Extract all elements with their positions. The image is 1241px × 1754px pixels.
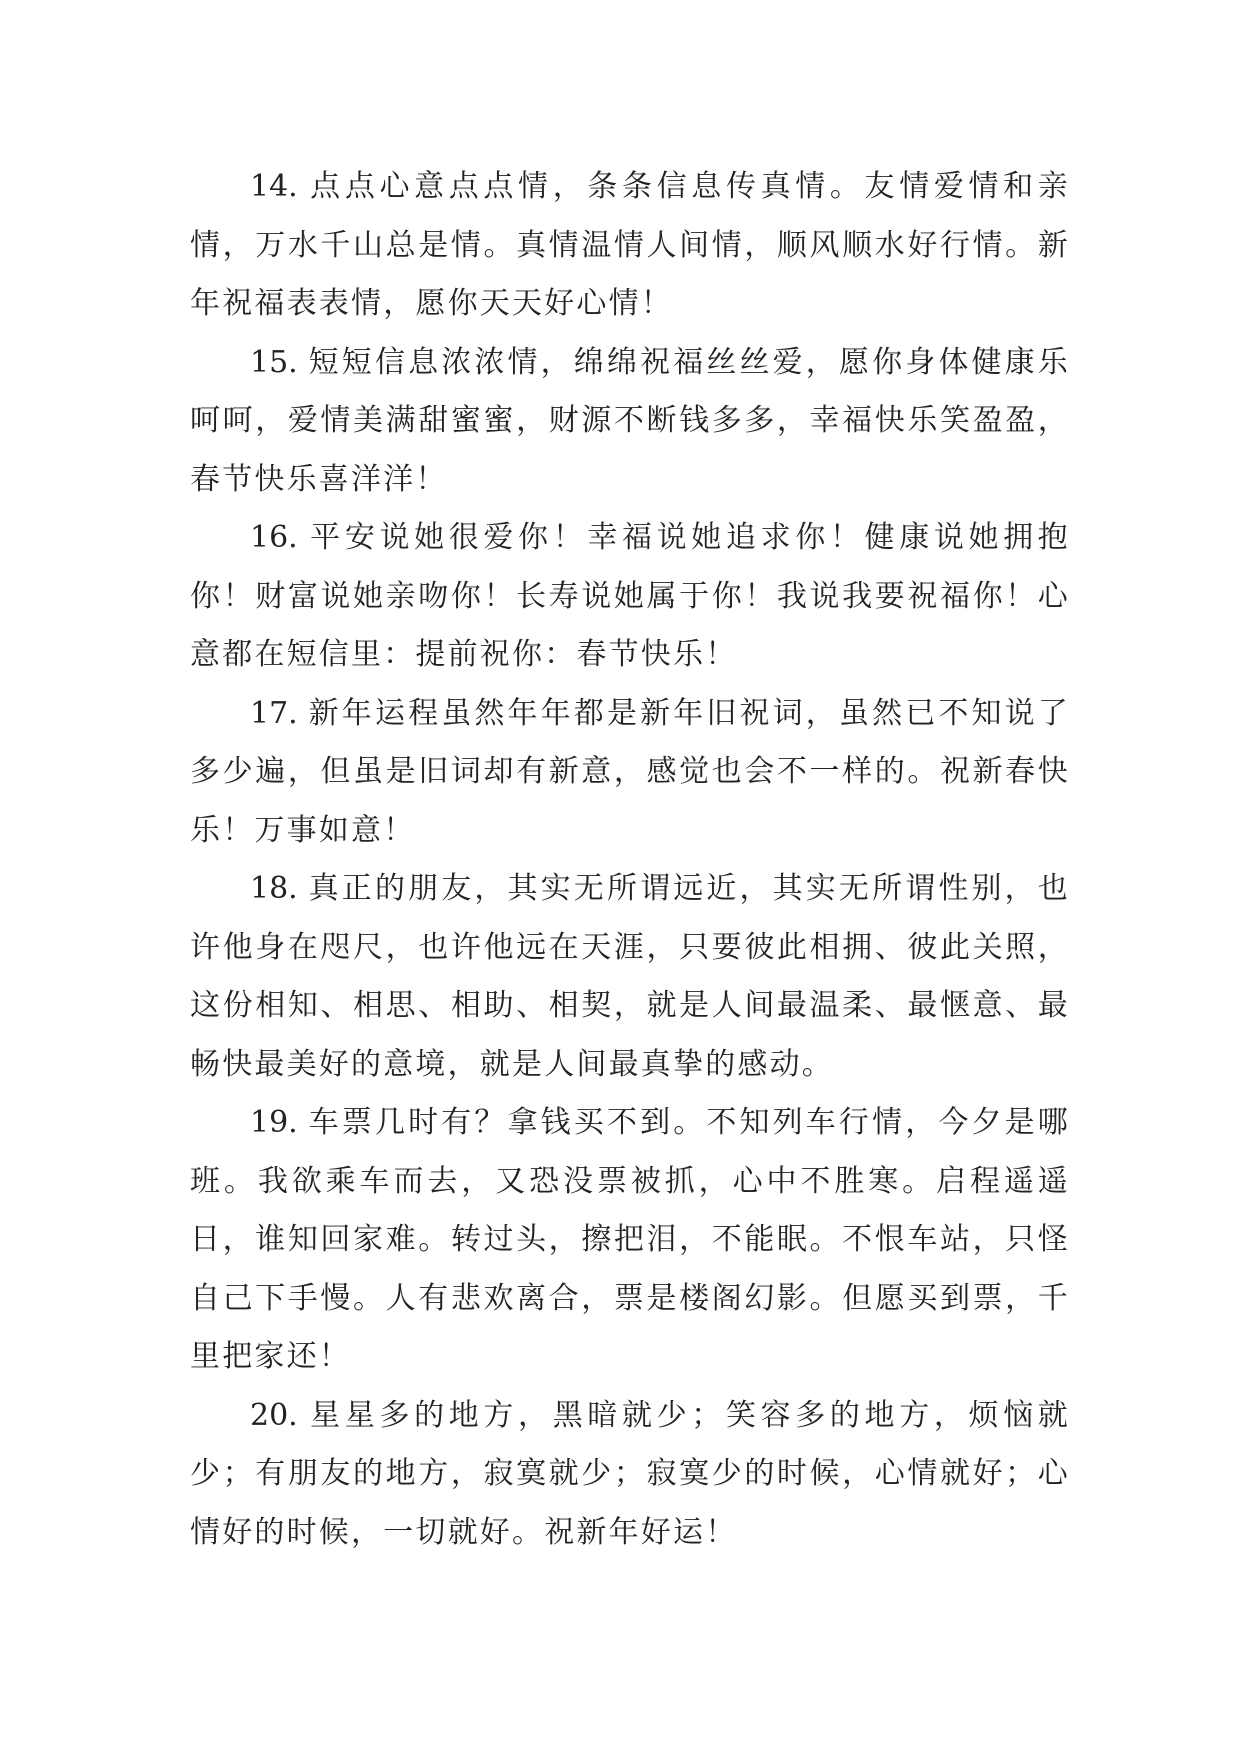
paragraph-16 (190, 509, 1070, 685)
paragraph-text: 短短信息浓浓情，绵绵祝福丝丝爱，愿你身体健康乐呵呵，爱情美满甜蜜蜜，财源不断钱多多，幸福快乐笑盈盈，春节快乐喜洋洋！ (190, 344, 1070, 497)
paragraph-text: 点点心意点点情，条条信息传真情。友情爱情和亲情，万水千山总是情。真情温情人间情，顺风顺水好行情。新年祝福表表情，愿你天天好心情！ (190, 169, 1070, 321)
paragraph-text: 星星多的地方，黑暗就少；笑容多的地方，烦恼就少；有朋友的地方，寂寞就少；寂寞少的时候，心情就好；心情好的时候，一切就好。祝新年好运！ (190, 1397, 1070, 1550)
paragraph-15 (190, 334, 1070, 510)
paragraph-18 (190, 860, 1070, 1094)
paragraph-text: 车票几时有？拿钱买不到。不知列车行情，今夕是哪班。我欲乘车而去，又恐没票被抓，心中不胜寒。启程遥遥日，谁知回家难。转过头，擦把泪，不能眠。不恨车站，只怪自己下手慢。人有悲欢离合，票是楼阁幻影。但愿买到票，千里把家还！ (190, 1105, 1070, 1374)
paragraph-number: 19. (250, 1105, 298, 1140)
paragraph-14 (190, 158, 1070, 334)
paragraph-number: 20. (250, 1397, 298, 1433)
paragraph-17 (190, 685, 1070, 861)
paragraph-19 (190, 1094, 1070, 1387)
paragraph-text: 新年运程虽然年年都是新年旧祝词，虽然已不知说了多少遍，但虽是旧词却有新意，感觉也会不一样的。祝新春快乐！万事如意！ (190, 695, 1070, 848)
paragraph-20 (190, 1387, 1070, 1563)
paragraph-text: 真正的朋友，其实无所谓远近，其实无所谓性别，也许他身在咫尺，也许他远在天涯，只要彼此相拥、彼此关照，这份相知、相思、相助、相契，就是人间最温柔、最惬意、最畅快最美好的意境，就是人间最真挚的感动。 (190, 871, 1070, 1082)
document-body (190, 158, 1070, 1562)
paragraph-number: 18. (250, 871, 298, 906)
paragraph-number: 17. (250, 695, 298, 731)
paragraph-text: 平安说她很爱你！幸福说她追求你！健康说她拥抱你！财富说她亲吻你！长寿说她属于你！我说我要祝福你！心意都在短信里：提前祝你：春节快乐！ (190, 520, 1070, 672)
paragraph-number: 16. (250, 520, 298, 555)
paragraph-number: 14. (250, 169, 298, 204)
paragraph-number: 15. (250, 344, 298, 380)
